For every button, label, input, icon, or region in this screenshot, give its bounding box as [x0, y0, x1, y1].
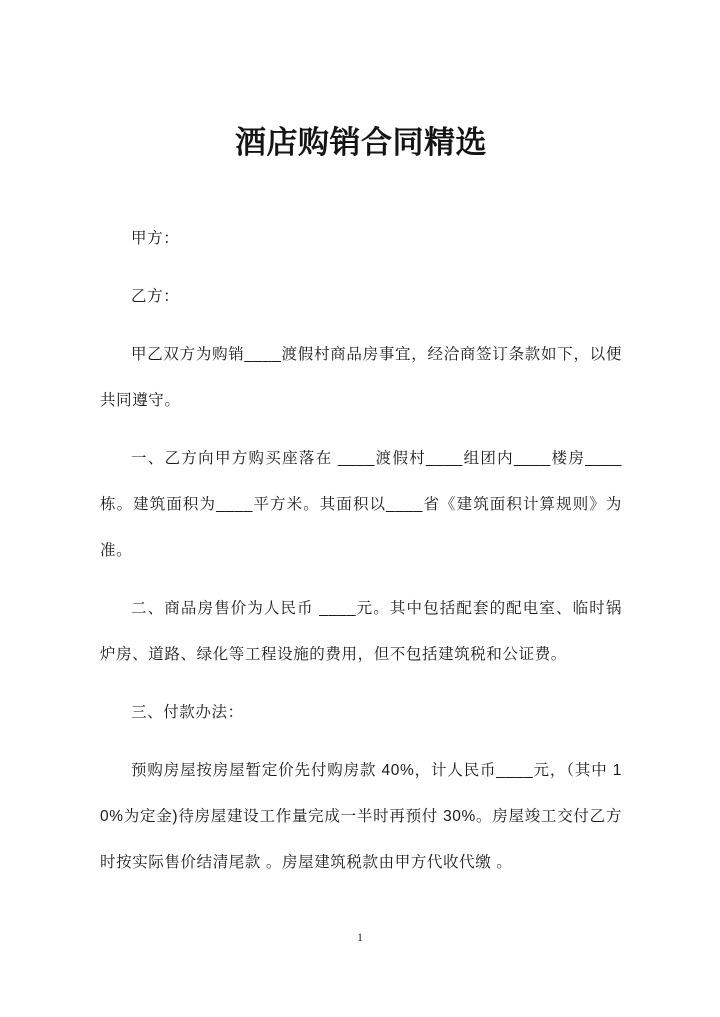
- paragraph-clause-3-body: 预购房屋按房屋暂定价先付购房款 40%，计人民币____元，（其中 10%为定金)待房屋建设工作量完成一半时再预付 30%。房屋竣工交付乙方时按实际售价结清尾款 。房屋建筑税款由甲方代收代缴 。: [100, 762, 622, 871]
- paragraph-clause-3-heading: 三、付款办法：: [131, 704, 244, 721]
- paragraph-party-b: 乙方：: [131, 288, 180, 305]
- page-title: 酒店购销合同精选: [235, 125, 487, 160]
- paragraph-clause-1: 一、乙方向甲方购买座落在 ____渡假村____组团内____楼房____栋。建筑面积为____平方米。其面积以____省《建筑面积计算规则》为准。: [100, 450, 622, 559]
- document-body: [100, 0, 622, 886]
- paragraph-party-a: 甲方：: [131, 230, 180, 247]
- page-number: 1: [357, 930, 363, 944]
- paragraph-clause-2: 二、商品房售价为人民币 ____元。其中包括配套的配电室、临时锅炉房、道路、绿化等工程设施的费用，但不包括建筑税和公证费。: [100, 600, 622, 663]
- paragraph-preamble: 甲乙双方为购销____渡假村商品房事宜，经洽商签订条款如下，以便共同遵守。: [100, 346, 622, 409]
